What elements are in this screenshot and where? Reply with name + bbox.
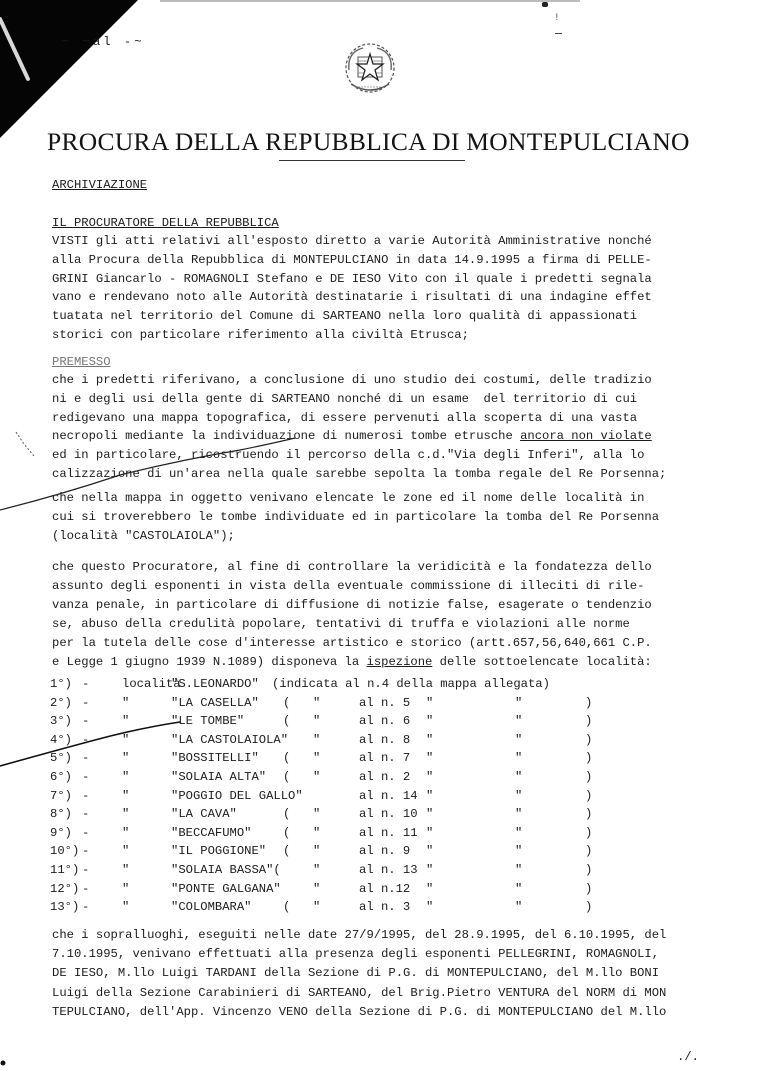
location-al: al n. 2 — [359, 770, 411, 784]
location-open: ( — [283, 844, 291, 859]
location-loc: località — [122, 677, 181, 691]
location-name: "SOLAIA BASSA"( — [171, 863, 281, 877]
location-d1: " — [313, 751, 321, 766]
location-row — [50, 863, 610, 881]
location-name: "BOSSITELLI" — [171, 751, 259, 766]
location-d3: " — [515, 825, 523, 840]
location-d1: " — [313, 900, 321, 915]
premesso-line: ed in particolare, ricostruendo il percorso della c.d."Via degli Inferi", alla lo — [52, 448, 645, 463]
premesso-line: necropoli mediante la individuazione di numerosi tombe etrusche ancora non violate — [52, 429, 652, 444]
visti-line: tuatata nel territorio del Comune di SARTEANO nella loro qualità di appassionati — [52, 309, 638, 324]
procuratore-line: vanza penale, in particolare di diffusione di notizie false, esagerate o tendenzio — [52, 598, 652, 612]
location-dash: - — [82, 714, 90, 729]
location-dash: - — [82, 788, 90, 803]
location-open: ( — [283, 770, 291, 784]
office-title: PROCURA DELLA REPUBBLICA DI MONTEPULCIANO — [47, 127, 690, 156]
mappa-line: che nella mappa in oggetto venivano elencate le zone ed il nome delle località in — [52, 491, 645, 505]
pen-tick — [14, 430, 44, 470]
location-row — [50, 882, 610, 900]
location-name: "LA CASELLA" — [171, 695, 259, 710]
location-name: "LE TOMBE" — [171, 714, 245, 729]
location-num: 9°) — [50, 825, 72, 840]
visti-line: vano e rendevano noto alle Autorità destinatarie i risultati di una indagine effet — [52, 290, 652, 305]
location-row — [50, 770, 610, 788]
location-d3: " — [515, 751, 523, 766]
location-name: "COLOMBARA" — [171, 900, 252, 915]
visti-line: storici con particolare riferimento alla civiltà Etrusca; — [52, 328, 469, 342]
mappa-line: (località "CASTOLAIOLA"); — [52, 528, 235, 543]
sopralluoghi-line: TEPULCIANO, dell'App. Vincenzo VENO della Sezione di P.G. di MONTEPULCIANO del M.llo — [52, 1004, 667, 1019]
procuratore-line: per la tutela delle cose d'interesse artistico e storico (artt.657,56,640,661 C.P. — [52, 636, 652, 650]
location-al: al n. 14 — [359, 788, 418, 803]
location-al: al n. 6 — [359, 714, 411, 729]
page-mark: ! — [555, 13, 559, 23]
location-num: 6°) — [50, 770, 72, 784]
location-name: "LA CASTOLAIOLA" — [171, 732, 289, 747]
location-loc: " — [122, 881, 130, 896]
mappa-line: cui si troverebbero le tombe individuate ed in particolare la tomba del Re Porsenna — [52, 509, 660, 524]
procuratore-line: se, abuso della credulità popolare, tentativi di truffa e violazioni alle norme — [52, 617, 630, 631]
location-al: al n.12 — [359, 881, 411, 896]
location-name: "IL POGGIONE" — [171, 844, 267, 859]
location-num: 7°) — [50, 788, 72, 803]
location-d2: " — [426, 751, 434, 766]
location-close: ) — [585, 825, 593, 840]
location-d3: " — [515, 732, 523, 747]
location-d1: " — [313, 807, 321, 822]
location-close: ) — [585, 732, 593, 747]
location-loc: " — [122, 788, 130, 803]
location-al: al n. 9 — [359, 844, 411, 859]
location-dash: - — [82, 881, 90, 896]
location-row — [50, 789, 610, 807]
location-open: ( — [283, 825, 291, 840]
location-open: ( — [283, 695, 291, 710]
location-d2: " — [426, 788, 434, 803]
location-loc: " — [122, 825, 130, 840]
location-dash: - — [82, 677, 90, 691]
location-d3: " — [515, 863, 523, 877]
location-d2: " — [426, 900, 434, 915]
location-row — [50, 807, 610, 825]
location-row — [50, 751, 610, 769]
location-loc: " — [122, 900, 130, 915]
location-d2: " — [426, 881, 434, 896]
underlined-phrase: ispezione — [366, 655, 433, 669]
location-row — [50, 900, 610, 918]
location-d2: " — [426, 825, 434, 840]
location-d3: " — [515, 900, 523, 915]
continuation-mark: ./. — [677, 1050, 699, 1064]
visti-line: alla Procura della Repubblica di MONTEPULCIANO in data 14.9.1995 a firma di PELLE- — [52, 252, 652, 267]
procuratore-line: e Legge 1 giugno 1939 N.1089) disponeva la ispezione delle sottoelencate località: — [52, 655, 652, 669]
location-name: "SOLAIA ALTA" — [171, 770, 267, 784]
location-al: al n. 8 — [359, 732, 411, 747]
location-name: "BECCAFUMO" — [171, 825, 252, 840]
location-num: 10°) — [50, 844, 80, 859]
location-num: 8°) — [50, 807, 72, 822]
location-d2: " — [426, 695, 434, 710]
location-d1: " — [313, 844, 321, 859]
location-num: 13°) — [50, 900, 80, 915]
location-name: "S.LEONARDO" — [171, 677, 259, 691]
location-ref: (indicata al n.4 della mappa allegata) — [272, 677, 550, 691]
location-al: al n. 11 — [359, 825, 418, 840]
location-row — [50, 733, 610, 751]
location-d2: " — [426, 844, 434, 859]
location-row — [50, 714, 610, 732]
location-dash: - — [82, 900, 90, 915]
location-open: ( — [283, 751, 291, 766]
location-loc: " — [122, 844, 130, 859]
location-d2: " — [426, 770, 434, 784]
underlined-phrase: ancora non violate — [520, 429, 652, 444]
location-close: ) — [585, 695, 593, 710]
location-num: 1°) — [50, 677, 72, 691]
location-close: ) — [585, 807, 593, 822]
premesso-line: che i predetti riferivano, a conclusione di uno studio dei costumi, delle tradizio — [52, 373, 652, 387]
location-d1: " — [313, 881, 321, 896]
sopralluoghi-line: DE IESO, M.llo Luigi TARDANI della Sezione di P.G. di MONTEPULCIANO, del M.llo BONI — [52, 966, 660, 981]
location-d1: " — [313, 714, 321, 729]
premesso-line: ni e degli usi della gente di SARTEANO nonché di un esame del territorio di cui — [52, 391, 638, 406]
location-row — [50, 677, 610, 695]
location-al: al n. 10 — [359, 807, 418, 822]
procuratore-line: che questo Procuratore, al fine di controllare la veridicità e la fondatezza dello — [52, 560, 652, 574]
location-close: ) — [585, 788, 593, 803]
punch-mark — [542, 2, 548, 7]
location-d1: " — [313, 732, 321, 747]
location-row — [50, 844, 610, 862]
location-name: "POGGIO DEL GALLO" — [171, 788, 303, 803]
location-loc: " — [122, 732, 130, 747]
location-loc: " — [122, 714, 130, 729]
location-close: ) — [585, 900, 593, 915]
location-row — [50, 826, 610, 844]
location-num: 11°) — [50, 863, 80, 877]
location-loc: " — [122, 863, 130, 877]
location-close: ) — [585, 714, 593, 729]
location-num: 2°) — [50, 695, 72, 710]
sopralluoghi-line: 7.10.1995, venivano effettuati alla presenza degli esponenti PELLEGRINI, ROMAGNOLI, — [52, 947, 660, 962]
location-dash: - — [82, 825, 90, 840]
scan-top-edge — [160, 0, 580, 2]
location-al: al n. 5 — [359, 695, 411, 710]
location-open: ( — [283, 900, 291, 915]
location-d1: " — [313, 825, 321, 840]
location-d2: " — [426, 863, 434, 877]
location-loc: " — [122, 695, 130, 710]
location-d3: " — [515, 788, 523, 803]
location-close: ) — [585, 770, 593, 784]
location-num: 5°) — [50, 751, 72, 766]
page-mark-dash — [555, 33, 562, 34]
location-al: al n. 7 — [359, 751, 411, 766]
location-dash: - — [82, 732, 90, 747]
sopralluoghi-line: Luigi della Sezione Carabinieri di SARTEANO, del Brig.Pietro VENTURA del NORM di MON — [52, 985, 667, 1000]
location-al: al n. 13 — [359, 863, 418, 877]
location-name: "PONTE GALGANA" — [171, 881, 281, 896]
authority-heading: IL PROCURATORE DELLA REPUBBLICA — [52, 216, 279, 230]
location-dash: - — [82, 751, 90, 766]
location-d2: " — [426, 807, 434, 822]
location-d3: " — [515, 714, 523, 729]
location-name: "LA CAVA" — [171, 807, 237, 822]
sopralluoghi-line: che i sopralluoghi, eseguiti nelle date 27/9/1995, del 28.9.1995, del 6.10.1995, del — [52, 928, 667, 942]
location-d3: " — [515, 881, 523, 896]
location-d3: " — [515, 807, 523, 822]
location-num: 3°) — [50, 714, 72, 729]
location-row — [50, 696, 610, 714]
location-num: 12°) — [50, 881, 80, 896]
location-loc: " — [122, 770, 130, 784]
location-dash: - — [82, 844, 90, 859]
location-open: ( — [283, 714, 291, 729]
location-dash: - — [82, 863, 90, 877]
location-close: ) — [585, 844, 593, 859]
location-close: ) — [585, 863, 593, 877]
location-dash: - — [82, 770, 90, 784]
location-d2: " — [426, 732, 434, 747]
visti-line: VISTI gli atti relativi all'esposto diretto a varie Autorità Amministrative nonché — [52, 234, 652, 248]
premesso-heading: PREMESSO — [52, 355, 111, 369]
location-loc: " — [122, 751, 130, 766]
premesso-line: calizzazione di un'area nella quale sarebbe sepolta la tomba regale del Re Porsenna; — [52, 467, 667, 481]
title-rule — [279, 160, 465, 161]
location-dash: - — [82, 807, 90, 822]
location-d3: " — [515, 695, 523, 710]
emblem-icon — [341, 40, 399, 98]
location-num: 4°) — [50, 732, 72, 747]
document-type-heading: ARCHIVIAZIONE — [52, 178, 148, 192]
marginal-note: ~ ~al -~ — [62, 35, 145, 49]
location-al: al n. 3 — [359, 900, 411, 915]
location-dash: - — [82, 695, 90, 710]
location-open: ( — [283, 807, 291, 822]
location-close: ) — [585, 881, 593, 896]
location-d3: " — [515, 770, 523, 784]
procuratore-line: assunto degli esponenti in vista della eventuale commissione di illeciti di rile- — [52, 579, 645, 593]
location-d1: " — [313, 770, 321, 784]
location-d3: " — [515, 844, 523, 859]
location-d1: " — [313, 695, 321, 710]
location-loc: " — [122, 807, 130, 822]
punch-hole — [0, 1060, 8, 1068]
location-d1: " — [313, 863, 321, 877]
premesso-line: redigevano una mappa topografica, di essere pervenuti alla scoperta di una vasta — [52, 410, 638, 425]
visti-line: GRINI Giancarlo - ROMAGNOLI Stefano e DE IESO Vito con il quale i predetti segnala — [52, 271, 652, 286]
location-close: ) — [585, 751, 593, 766]
location-d2: " — [426, 714, 434, 729]
